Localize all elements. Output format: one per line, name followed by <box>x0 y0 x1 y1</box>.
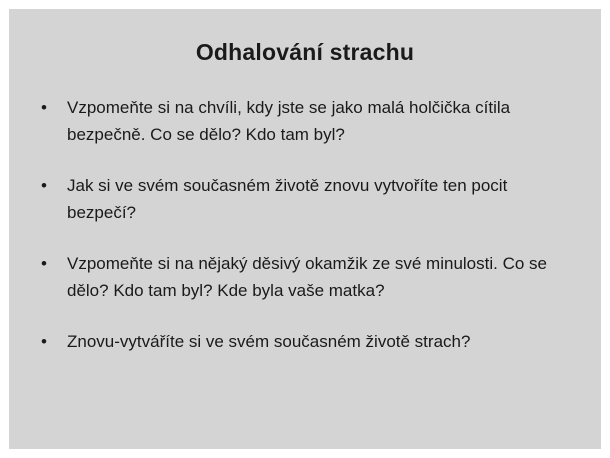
list-item <box>9 94 601 148</box>
list-item-text: Jak si ve svém současném životě znovu vytvoříte ten pocit bezpečí? <box>67 176 508 222</box>
list-item <box>9 172 601 226</box>
bullet-list <box>9 94 601 355</box>
bullet-point-icon: • <box>41 176 47 195</box>
page-title: Odhalování strachu <box>195 39 415 65</box>
bullet-point-icon: • <box>41 98 47 117</box>
slide-container <box>9 9 601 449</box>
bullet-point-icon: • <box>41 332 47 351</box>
list-item-text: Vzpomeňte si na chvíli, kdy jste se jako malá holčička cítila bezpečně. Co se dělo? Kdo tam byl? <box>67 98 511 144</box>
list-item <box>9 328 601 355</box>
list-item-text: Znovu-vytváříte si ve svém současném životě strach? <box>67 332 471 351</box>
bullet-point-icon: • <box>41 254 47 273</box>
list-item <box>9 250 601 304</box>
list-item-text: Vzpomeňte si na nějaký děsivý okamžik ze své minulosti. Co se dělo? Kdo tam byl? Kde byla vaše matka? <box>67 254 547 300</box>
